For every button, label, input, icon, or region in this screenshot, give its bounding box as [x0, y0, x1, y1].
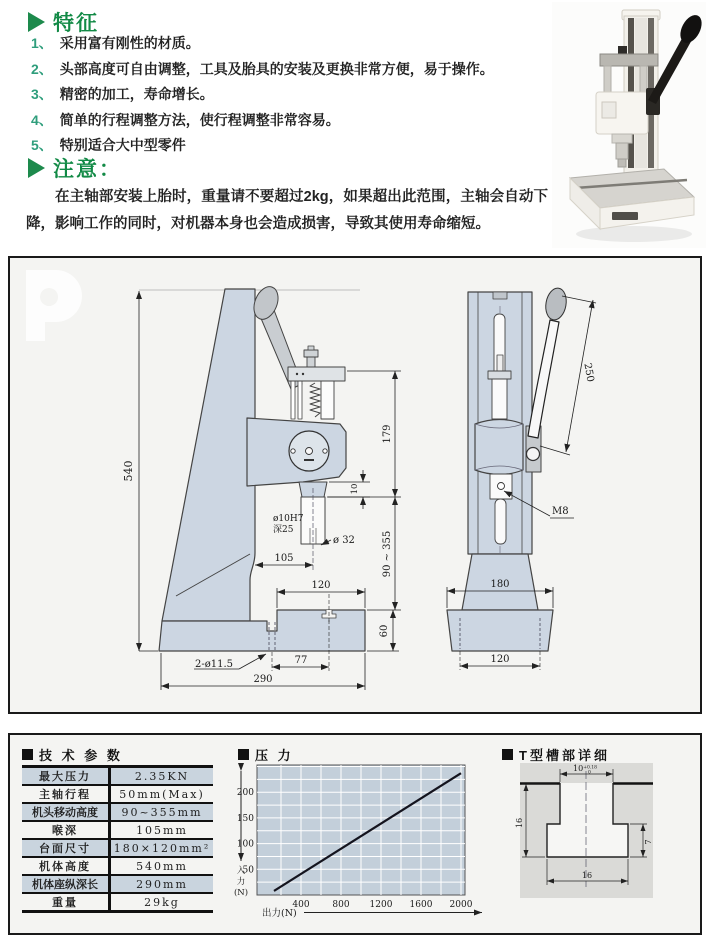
spec-value: 29kg [108, 894, 213, 910]
feature-item [31, 57, 494, 83]
spec-label: 机体高度 [39, 861, 91, 873]
spec-row [22, 804, 213, 822]
black-square-icon [22, 749, 33, 760]
spec-row [22, 822, 213, 840]
spec-value: 105mm [108, 822, 213, 838]
dim-tslot-depth: 16 [515, 817, 524, 829]
y-tick-label: 200 [236, 788, 254, 799]
x-tick-label: 800 [332, 900, 350, 910]
green-triangle-icon [28, 158, 45, 178]
dim-tslot-bottom: 16 [581, 871, 593, 880]
dim-250: 250 [581, 362, 596, 383]
watermark-logo [26, 270, 82, 341]
feature-list [31, 31, 494, 159]
tslot-detail-drawing [495, 759, 675, 904]
spec-value: 90~355mm [108, 804, 213, 820]
drawing-panel [8, 256, 702, 714]
spec-label: 重量 [52, 897, 78, 909]
y-axis-label: 入力(N) [233, 866, 249, 898]
notice-title-text: 注意： [53, 158, 122, 181]
pressure-chart [232, 759, 490, 925]
dim-tslot-lip: 7 [644, 839, 653, 845]
pressure-title: 压 力 [255, 748, 294, 763]
dim-tslot-tol-sub: 0 [587, 770, 591, 776]
dim-10: 10 [350, 483, 360, 495]
spec-value: 50mm(Max) [108, 786, 213, 802]
dim-290: 290 [253, 674, 273, 685]
dim-60: 60 [379, 624, 390, 638]
dim-m8: M8 [552, 506, 569, 517]
notice-text: 在主轴部安装上胎时，重量请不要超过2kg，如果超出此范围，主轴会自动下降，影响工作的同时，对机器本身也会造成损害，导致其使用寿命缩短。 [26, 189, 548, 232]
spec-label: 喉深 [52, 825, 78, 837]
y-tick-label: 100 [236, 839, 254, 850]
feature-item [31, 108, 494, 134]
front-view [447, 287, 569, 651]
dim-o32: ø 32 [333, 535, 355, 546]
x-tick-label: 2000 [449, 900, 473, 910]
spec-value: 2.35KN [108, 768, 213, 784]
dim-tslot-tol-sup: +0.18 [583, 765, 597, 771]
notice-title [28, 153, 122, 183]
y-tick-label: 50 [242, 865, 254, 876]
feature-number: 3、 [31, 86, 53, 102]
feature-number: 5、 [31, 137, 53, 153]
product-photo [552, 2, 706, 248]
dim-540: 540 [122, 460, 135, 482]
spec-label: 机体座纵深长 [32, 879, 98, 891]
specs-header [22, 745, 123, 764]
x-tick-label: 1200 [369, 900, 393, 910]
dim-120-base: 120 [490, 654, 510, 665]
feature-text: 精密的加工，寿命增长。 [59, 86, 214, 102]
feature-number: 1、 [31, 35, 53, 51]
x-tick-label: 1600 [409, 900, 433, 910]
specs-title: 技 术 参 数 [39, 748, 123, 763]
spec-label: 主轴行程 [39, 789, 91, 801]
specs-table [22, 765, 213, 913]
dim-77: 77 [294, 655, 308, 666]
dim-90-355: 90 ~ 355 [382, 530, 393, 578]
x-axis-label: 出力(N) [262, 908, 297, 919]
feature-text: 头部高度可自由调整，工具及胎具的安装及更换非常方便，易于操作。 [59, 60, 494, 77]
features-title-text: 特征 [53, 12, 99, 35]
bottom-panel [8, 733, 702, 935]
dim-hole-depth: 深25 [273, 525, 294, 535]
dim-179: 179 [382, 424, 393, 444]
spec-row [22, 768, 213, 786]
spec-value: 290mm [108, 876, 213, 892]
feature-text: 采用富有刚性的材质。 [59, 35, 200, 51]
dim-base-holes: 2-ø11.5 [195, 659, 234, 670]
spec-row [22, 876, 213, 894]
spec-label: 最大压力 [39, 771, 91, 783]
dim-180: 180 [490, 579, 510, 590]
dim-hole: ø10H7 [273, 514, 304, 524]
tslot-title: T型槽部详细 [519, 748, 610, 763]
spec-label: 机头移动高度 [32, 807, 98, 819]
spec-row [22, 840, 213, 858]
spec-row [22, 858, 213, 876]
feature-item [31, 31, 494, 57]
spec-row [22, 894, 213, 910]
feature-item [31, 82, 494, 108]
feature-number: 4、 [31, 111, 53, 128]
y-tick-label: 150 [236, 813, 254, 824]
technical-drawing [10, 258, 700, 712]
feature-number: 2、 [31, 60, 53, 77]
green-triangle-icon [28, 12, 45, 32]
feature-text: 简单的行程调整方法，使行程调整非常容易。 [59, 111, 340, 128]
feature-text: 特别适合大中型零件 [59, 137, 186, 153]
spec-value: 540mm [108, 858, 213, 874]
x-tick-label: 400 [292, 900, 310, 910]
spec-row [22, 786, 213, 804]
dim-120-table: 120 [311, 580, 331, 591]
dim-105: 105 [274, 553, 294, 564]
dim-tslot-top: 10 [573, 764, 584, 773]
spec-label: 台面尺寸 [39, 843, 91, 855]
spec-value: 180×120mm² [108, 840, 213, 856]
photo-shadow [576, 226, 692, 242]
side-view [159, 283, 365, 651]
